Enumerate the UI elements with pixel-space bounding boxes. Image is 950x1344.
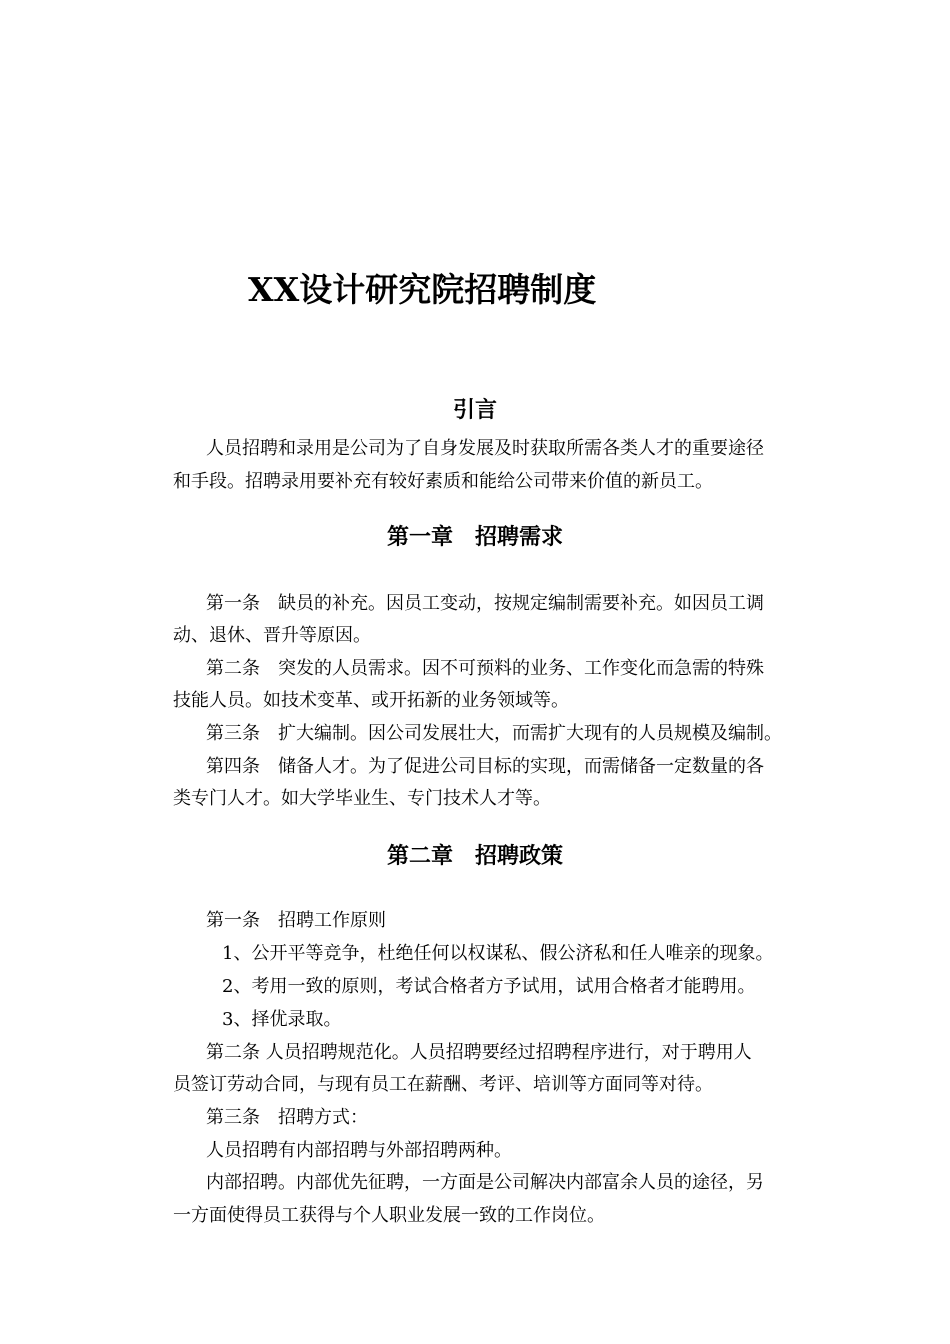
list-item: 3、择优录取。 [222,1009,342,1030]
intro-heading: 引言 [452,397,497,423]
article-line: 第三条 扩大编制。因公司发展壮大，而需扩大现有的人员规模及编制。 [206,723,782,744]
article-line: 第一条 招聘工作原则 [206,910,386,931]
article-line: 人员招聘有内部招聘与外部招聘两种。 [206,1140,512,1161]
chapter-2-heading: 第二章 招聘政策 [386,843,563,869]
chapter-1-heading: 第一章 招聘需求 [386,524,563,550]
article-line: 第四条 储备人才。为了促进公司目标的实现，而需储备一定数量的各 [206,756,764,777]
article-line: 第二条 人员招聘规范化。人员招聘要经过招聘程序进行，对于聘用人 [206,1042,752,1063]
article-line: 动、退休、晋升等原因。 [173,625,371,646]
article-line: 员签订劳动合同，与现有员工在薪酬、考评、培训等方面同等对待。 [173,1074,713,1095]
article-line: 第一条 缺员的补充。因员工变动，按规定编制需要补充。如因员工调 [206,593,764,614]
paragraph-line: 和手段。招聘录用要补充有较好素质和能给公司带来价值的新员工。 [173,471,713,492]
list-item: 1、公开平等竞争，杜绝任何以权谋私、假公济私和任人唯亲的现象。 [222,943,774,964]
article-line: 技能人员。如技术变革、或开拓新的业务领域等。 [173,690,569,711]
article-line: 第二条 突发的人员需求。因不可预料的业务、工作变化而急需的特殊 [206,658,764,679]
list-item: 2、考用一致的原则，考试合格者方予试用，试用合格者才能聘用。 [222,976,756,997]
article-line: 内部招聘。内部优先征聘，一方面是公司解决内部富余人员的途径，另 [206,1172,764,1193]
article-line: 类专门人才。如大学毕业生、专门技术人才等。 [173,788,551,809]
document-title: XX设计研究院招聘制度 [248,270,597,309]
article-line: 一方面使得员工获得与个人职业发展一致的工作岗位。 [173,1205,605,1226]
paragraph-line: 人员招聘和录用是公司为了自身发展及时获取所需各类人才的重要途径 [206,438,764,459]
article-line: 第三条 招聘方式： [206,1107,368,1128]
